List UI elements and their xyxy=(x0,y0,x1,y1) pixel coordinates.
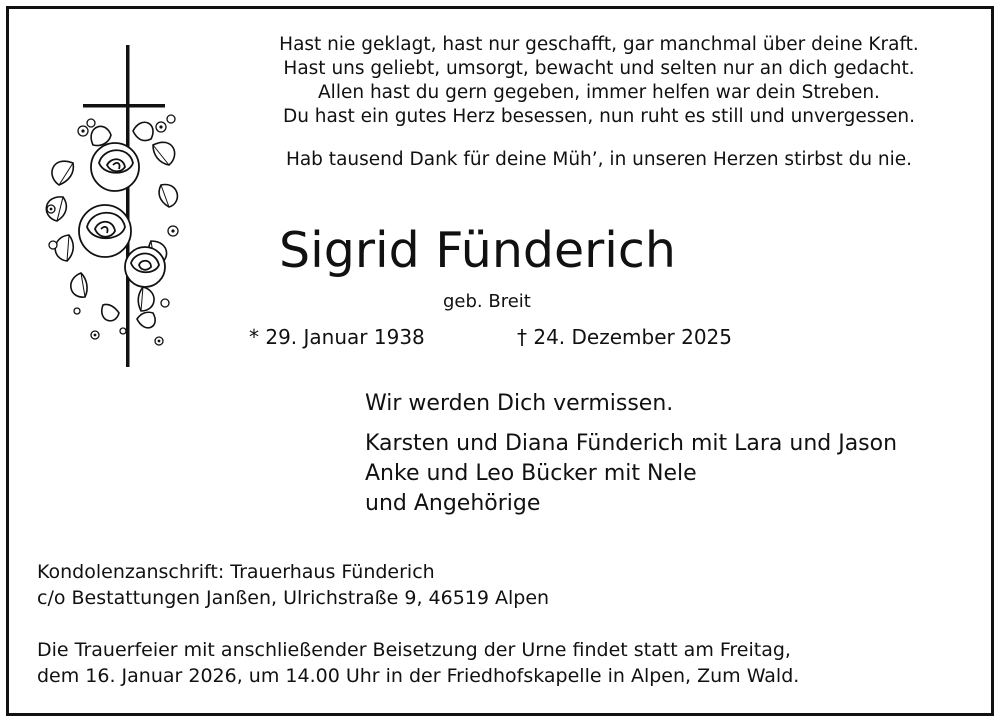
obituary-notice xyxy=(6,6,994,716)
poem-line: Du hast ein gutes Herz besessen, nun ruht es still und unvergessen. xyxy=(282,106,916,127)
poem-line: Hast nie geklagt, hast nur geschafft, gar manchmal über deine Kraft. xyxy=(279,34,919,55)
poem-line: Allen hast du gern gegeben, immer helfen war dein Streben. xyxy=(318,82,880,103)
mourner-line: Karsten und Diana Fünderich mit Lara und Jason xyxy=(365,431,898,456)
condolence-line: Kondolenzanschrift: Trauerhaus Fünderich xyxy=(37,561,435,583)
mourner-line: und Angehörige xyxy=(365,491,541,516)
death-date: † 24. Dezember 2025 xyxy=(517,325,732,349)
condolence-line: c/o Bestattungen Janßen, Ulrichstraße 9, 46519 Alpen xyxy=(37,587,550,609)
maiden-name: geb. Breit xyxy=(443,291,531,312)
service-line: Die Trauerfeier mit anschließender Beisetzung der Urne findet statt am Freitag, xyxy=(37,639,791,661)
poem-verse xyxy=(224,33,974,172)
cross-with-roses-icon xyxy=(33,35,183,371)
service-line: dem 16. Januar 2026, um 14.00 Uhr in der Friedhofskapelle in Alpen, Zum Wald. xyxy=(37,665,800,687)
family-block xyxy=(365,389,985,519)
condolence-address xyxy=(37,559,977,611)
poem-closing-line: Hab tausend Dank für deine Müh’, in unseren Herzen stirbst du nie. xyxy=(285,149,913,170)
mourner-line: Anke und Leo Bücker mit Nele xyxy=(365,461,697,486)
family-motto: Wir werden Dich vermissen. xyxy=(365,391,674,416)
funeral-service-info xyxy=(37,637,977,689)
deceased-name: Sigrid Fünderich xyxy=(279,222,676,279)
poem-line: Hast uns geliebt, umsorgt, bewacht und selten nur an dich gedacht. xyxy=(283,58,915,79)
birth-date: * 29. Januar 1938 xyxy=(249,325,425,349)
